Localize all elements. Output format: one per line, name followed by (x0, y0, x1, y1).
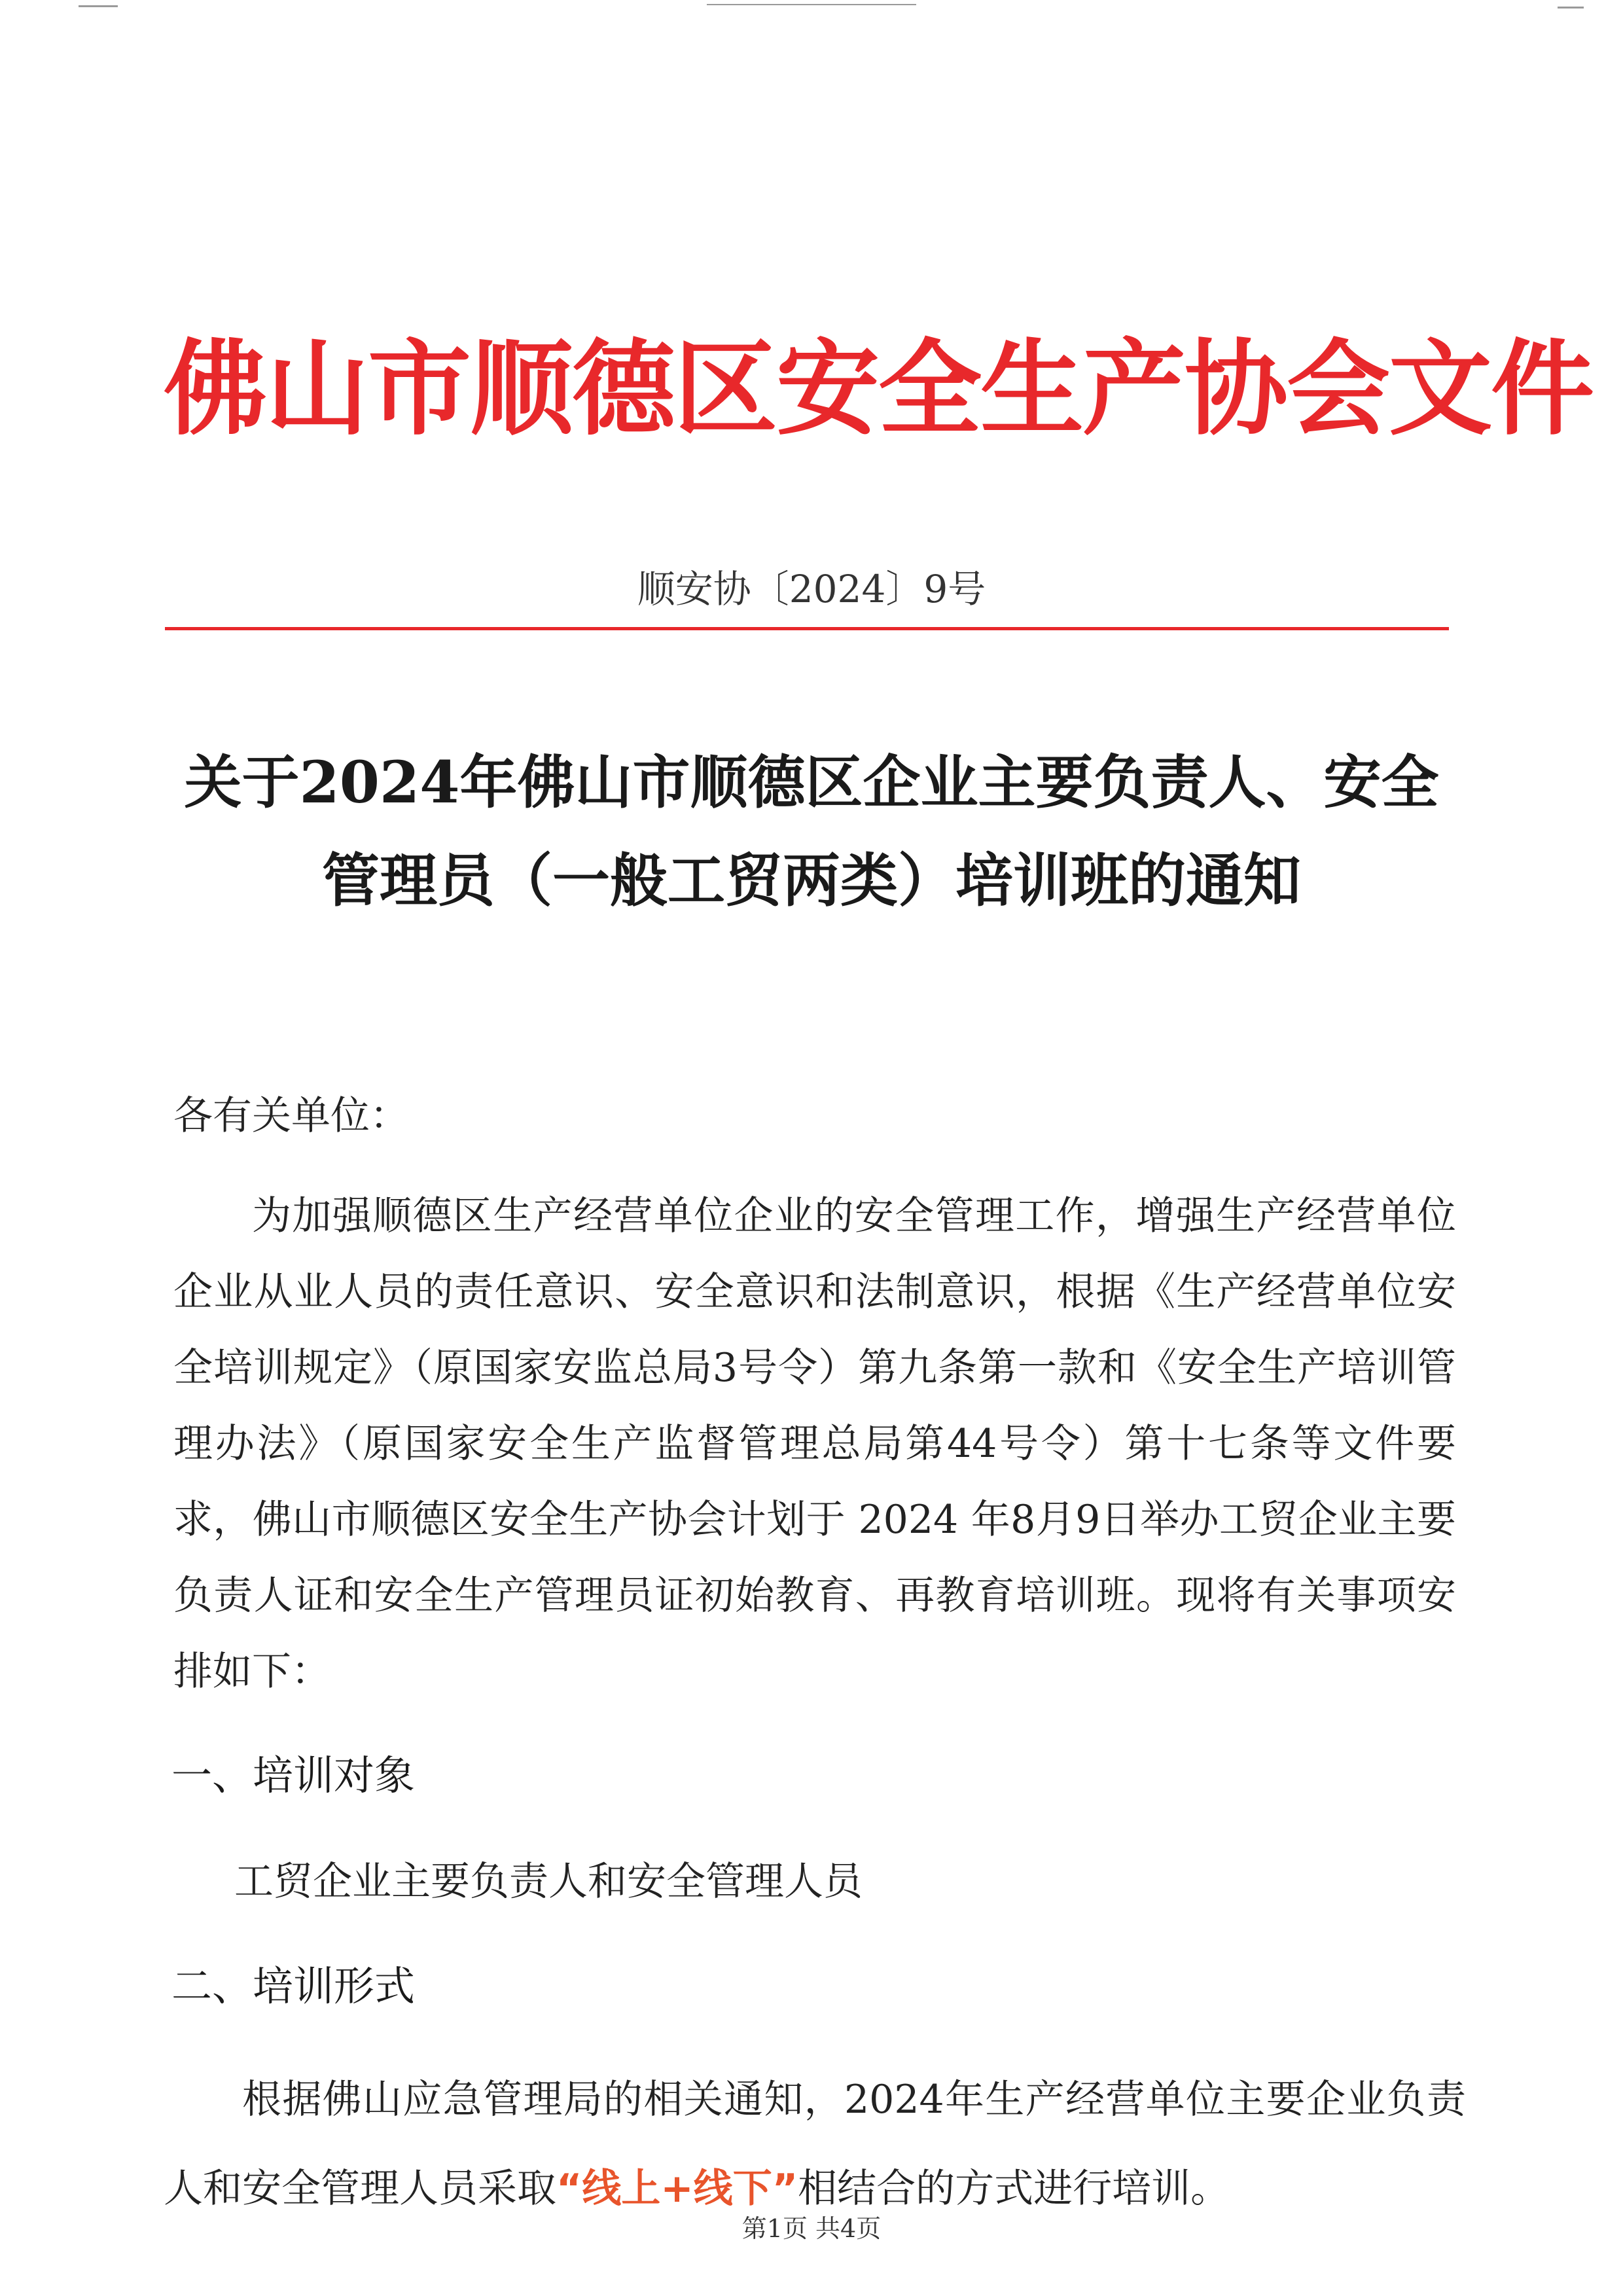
scan-edge-mark (707, 4, 916, 5)
section-heading-training-format: 二、培训形式 (171, 1962, 416, 2010)
section-heading-training-targets: 一、培训对象 (171, 1751, 416, 1799)
notice-title-line-2: 管理员（一般工贸两类）培训班的通知 (321, 846, 1301, 914)
section-body-training-format (164, 2055, 1466, 2233)
scan-edge-mark (79, 5, 118, 7)
section-body-training-targets: 工贸企业主要负责人和安全管理人员 (234, 1859, 863, 1905)
training-format-text-prefix: 根据佛山应急管理局的相关通知，2024年生产经营单位主要企业负责人和安全管理人员采取 (164, 2077, 1466, 2212)
training-format-text-suffix: 相结合的方式进行培训。 (798, 2166, 1230, 2212)
org-header-title: 佛山市顺德区安全生产协会文件 (164, 329, 1593, 450)
notice-title-line-1: 关于2024年佛山市顺德区企业主要负责人、安全 (184, 748, 1439, 816)
salutation: 各有关单位： (173, 1093, 409, 1139)
intro-paragraph: 为加强顺德区生产经营单位企业的安全管理工作，增强生产经营单位企业从业人员的责任意识、安全意识和法制意识，根据《生产经营单位安全培训规定》（原国家安监总局3号令）第九条第一款和《安全生产培训管理办法》（原国家安全生产监督管理总局第44号令）第十七条等文件要求，佛山市顺德区安全生产协会计划于 2024 年8月9日举办工贸企业主要负责人证和安全生产管理员证初始教育、再教育培训班。现将有关事项安排如下： (173, 1193, 1456, 1695)
scan-edge-mark (1558, 7, 1584, 9)
document-number: 顺安协〔2024〕9号 (637, 567, 986, 611)
red-header-divider (165, 627, 1449, 630)
online-offline-highlight: “线上+线下” (556, 2166, 798, 2212)
page-footer: 第1页 共4页 (741, 2214, 882, 2243)
